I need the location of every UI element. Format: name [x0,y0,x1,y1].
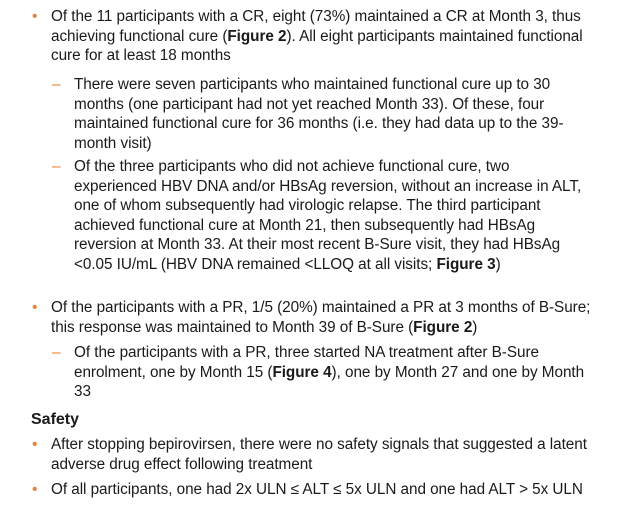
subbullet-not-achieved-cure [52,157,612,274]
subbullet-text [74,75,594,153]
bullet-marker: • [32,481,38,498]
text-run: Of the participants with a PR, three started NA treatment after B-Sure enrolment, one by Month 15 ( [74,344,539,381]
text-run: Of the 11 participants with a CR, eight (73%) maintained a CR at Month 3, thus achieving functional cure ( [51,8,581,45]
figure-reference: Figure 2 [227,27,287,45]
section-heading-safety: Safety [31,411,80,428]
subbullet-maintained-cure [52,75,612,153]
subbullet-marker: – [52,344,61,361]
subbullet-text [74,343,594,402]
bullet-marker: • [32,299,38,316]
bullet-marker: • [32,436,38,453]
text-run: There were seven participants who maintained functional cure up to 30 months (one participant had not yet reached Month 33). Of these, four maintained functional cure for 36 months (i.e. they had data up to the 39-month visit) [74,76,564,152]
text-run: Of the three participants who did not achieve functional cure, two experienced HBV DNA and/or HBsAg reversion, without an increase in ALT, one of whom subsequently had virologic relapse. The third participant achieved functional cure at Month 21, then subsequently had HBsAg reversion at Month 33. At their most recent B-Sure visit, they had HBsAg <0.05 IU/mL (HBV DNA remained <LLOQ at all visits; [74,158,582,273]
bullet-text [51,480,606,500]
text-run: ). All eight participants maintained functional cure for at least 18 months [51,27,583,64]
text-run: ) [495,255,501,273]
bullet-marker: • [32,8,38,25]
bullet-text [51,298,606,337]
text-run: After stopping bepirovirsen, there were no safety signals that suggested a latent adverse drug effect following treatment [51,436,587,473]
bullet-partial-response [32,298,612,337]
figure-reference: Figure 4 [272,363,332,381]
text-run: ) [472,318,478,336]
subbullet-text [74,157,594,274]
figure-reference: Figure 2 [413,318,473,336]
bullet-safety-signals [32,435,612,474]
bullet-alt-levels [32,480,612,500]
bullet-text [51,435,606,474]
bullet-text [51,7,606,66]
text-run: ), one by Month 27 and one by Month 33 [74,363,585,400]
figure-reference: Figure 3 [436,255,496,273]
text-run: Of the participants with a PR, 1/5 (20%) maintained a PR at 3 months of B-Sure; this response was maintained to Month 39 of B-Sure ( [51,299,591,336]
subbullet-marker: – [52,76,61,93]
bullet-complete-response [32,7,612,66]
text-run: Of all participants, one had 2x ULN ≤ ALT ≤ 5x ULN and one had ALT > 5x ULN [51,481,583,498]
subbullet-marker: – [52,158,61,175]
subbullet-na-treatment [52,343,612,402]
